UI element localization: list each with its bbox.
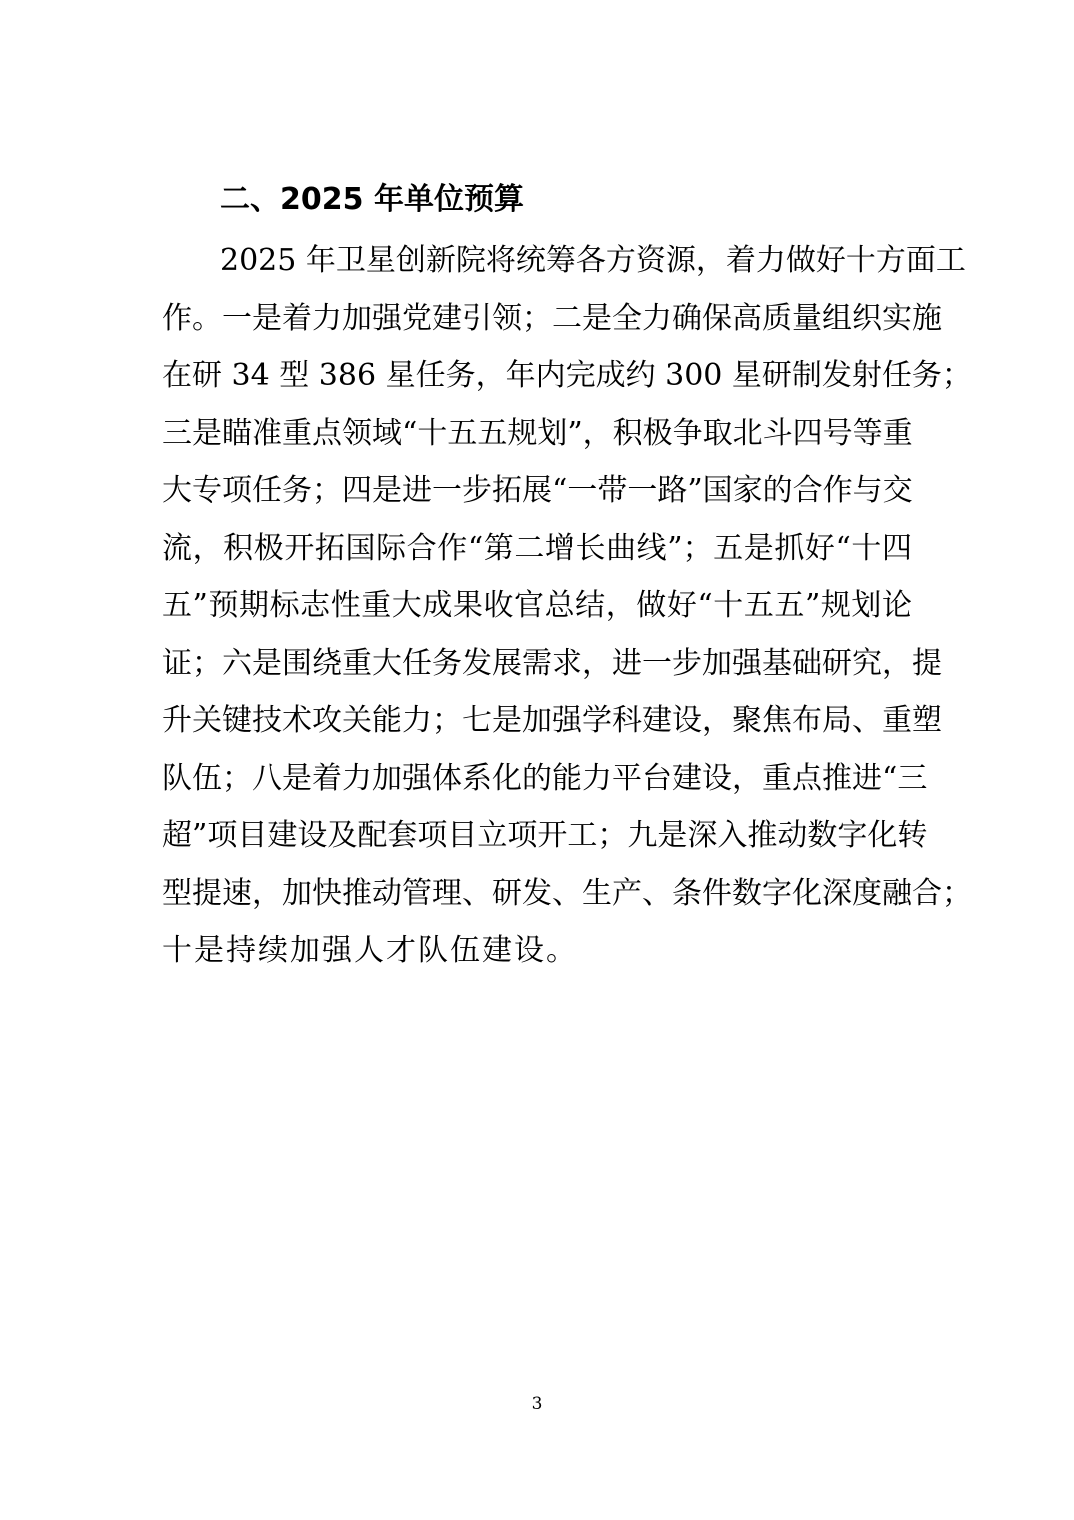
paragraph-line: 作。一是着力加强党建引领；二是全力确保高质量组织实施 — [162, 300, 942, 336]
paragraph-line: 在研 34 型 386 星任务，年内完成约 300 星研制发射任务； — [162, 358, 972, 393]
paragraph-line: 五”预期标志性重大成果收官总结，做好“十五五”规划论 — [162, 588, 912, 623]
paragraph-line: 流，积极开拓国际合作“第二增长曲线”；五是抓好“十四 — [162, 530, 912, 566]
paragraph-line: 大专项任务；四是进一步拓展“一带一路”国家的合作与交 — [162, 473, 913, 508]
page-number: 3 — [531, 1394, 543, 1414]
paragraph-line: 超”项目建设及配套项目立项开工；九是深入推动数字化转 — [162, 818, 928, 853]
paragraph-line: 三是瞄准重点领域“十五五规划”，积极争取北斗四号等重 — [162, 415, 913, 451]
paragraph-line: 队伍；八是着力加强体系化的能力平台建设，重点推进“三 — [162, 760, 928, 796]
paragraph-line: 型提速，加快推动管理、研发、生产、条件数字化深度融合； — [162, 875, 972, 911]
body-paragraph — [162, 232, 972, 980]
section-heading: 二、2025 年单位预算 — [220, 182, 524, 217]
paragraph-line: 十是持续加强人才队伍建设。 — [162, 933, 578, 968]
paragraph-line: 2025 年卫星创新院将统筹各方资源，着力做好十方面工 — [220, 243, 966, 278]
paragraph-line: 升关键技术攻关能力；七是加强学科建设，聚焦布局、重塑 — [162, 703, 942, 738]
paragraph-line: 证；六是围绕重大任务发展需求，进一步加强基础研究，提 — [162, 645, 942, 681]
